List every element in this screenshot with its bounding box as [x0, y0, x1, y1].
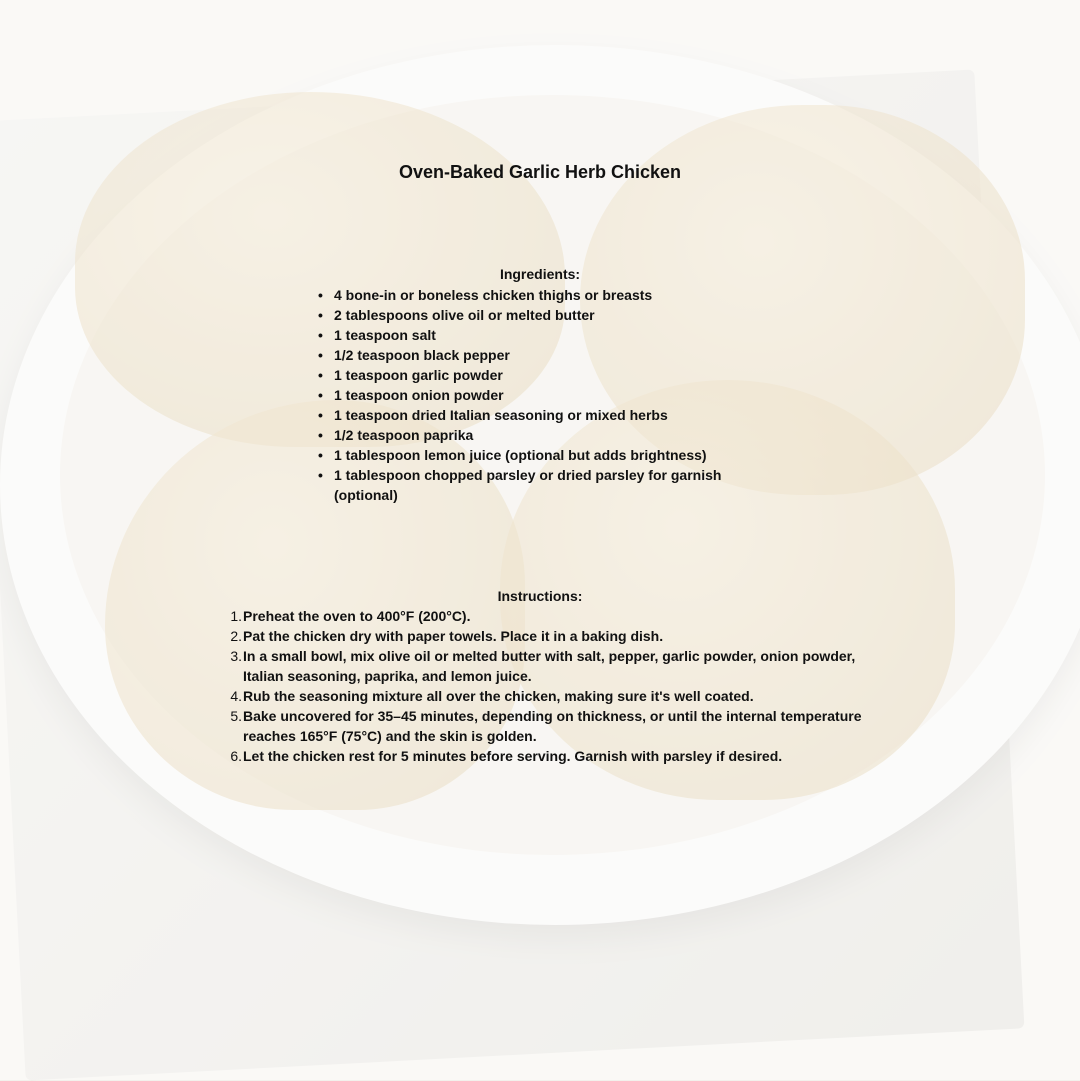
ingredient-item: • 4 bone-in or boneless chicken thighs or breasts — [318, 287, 653, 303]
ingredient-item: • 1/2 teaspoon paprika — [318, 427, 474, 443]
step-number: 3. — [230, 648, 242, 664]
bullet-icon: • — [318, 427, 323, 443]
step-number: 4. — [230, 688, 242, 704]
instruction-step: 5. Bake uncovered for 35–45 minutes, depending on thickness, or until the internal temperature reaches 165°F (75°C) and the skin is golden. — [243, 706, 883, 746]
ingredient-item: • 1 tablespoon chopped parsley or dried parsley for garnish (optional) — [318, 467, 722, 503]
ingredient-item: • 1 teaspoon salt — [318, 327, 436, 343]
bullet-icon: • — [318, 287, 323, 303]
ingredient-item: • 1 teaspoon onion powder — [318, 387, 504, 403]
ingredient-item: • 1 tablespoon lemon juice (optional but adds brightness) — [318, 447, 707, 463]
bullet-icon: • — [318, 447, 323, 463]
step-number: 6. — [230, 748, 242, 764]
bullet-icon: • — [318, 407, 323, 423]
ingredients-heading: Ingredients: — [499, 266, 581, 282]
ingredient-item: • 2 tablespoons olive oil or melted butter — [318, 307, 595, 323]
ingredient-item: • 1 teaspoon dried Italian seasoning or mixed herbs — [318, 407, 668, 423]
step-number: 2. — [230, 628, 242, 644]
instructions-heading: Instructions: — [497, 588, 583, 604]
bullet-icon: • — [318, 347, 323, 363]
ingredient-item: • 1 teaspoon garlic powder — [318, 367, 503, 383]
ingredient-item: • 1/2 teaspoon black pepper — [318, 347, 510, 363]
bullet-icon: • — [318, 467, 323, 483]
instructions-list — [230, 606, 883, 766]
instruction-step: 2. Pat the chicken dry with paper towels. Place it in a baking dish. — [243, 626, 883, 646]
step-number: 1. — [230, 608, 242, 624]
bullet-icon: • — [318, 307, 323, 323]
instruction-step: 4. Rub the seasoning mixture all over the chicken, making sure it's well coated. — [243, 686, 883, 706]
instruction-step: 6. Let the chicken rest for 5 minutes before serving. Garnish with parsley if desired. — [243, 746, 883, 766]
bullet-icon: • — [318, 387, 323, 403]
bullet-icon: • — [318, 327, 323, 343]
ingredients-list — [318, 285, 754, 505]
recipe-title: Oven-Baked Garlic Herb Chicken — [398, 162, 682, 182]
step-number: 5. — [230, 708, 242, 724]
instruction-step: 3. In a small bowl, mix olive oil or melted butter with salt, pepper, garlic powder, onion powder, Italian seasoning, paprika, and lemon juice. — [243, 646, 883, 686]
instruction-step: 1. Preheat the oven to 400°F (200°C). — [243, 606, 883, 626]
bullet-icon: • — [318, 367, 323, 383]
